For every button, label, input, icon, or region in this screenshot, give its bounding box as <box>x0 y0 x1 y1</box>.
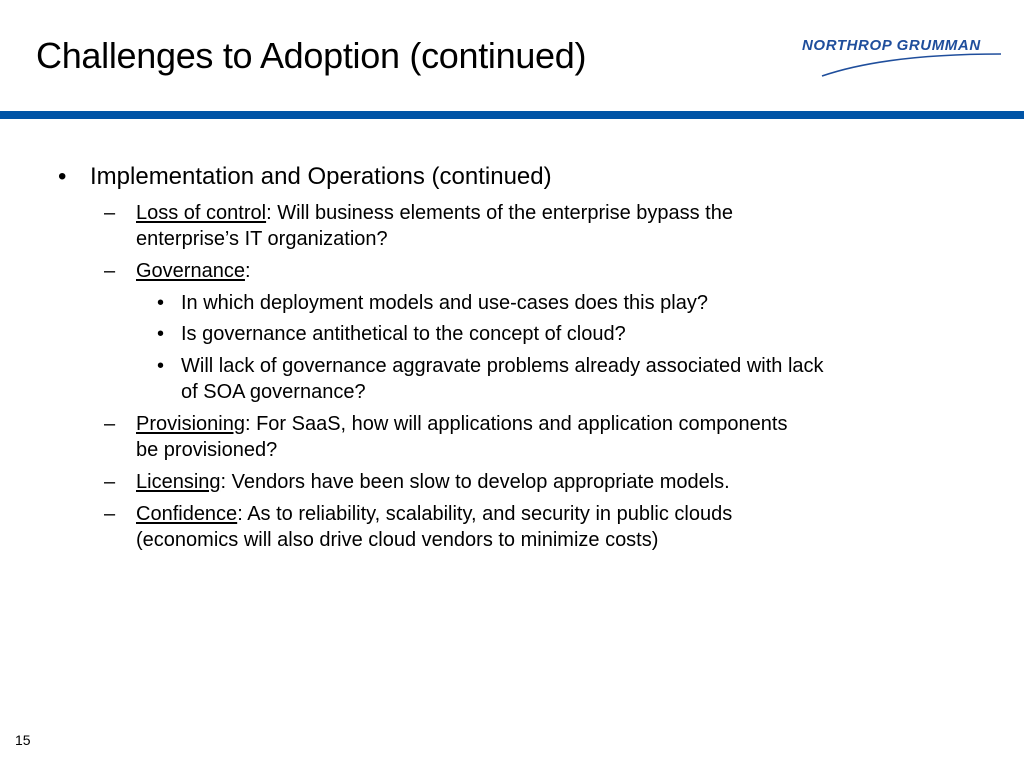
item-term: Licensing <box>136 471 221 493</box>
bullet-marker: • <box>58 163 67 190</box>
title-divider <box>0 111 1024 119</box>
subitem-text: Is governance antithetical to the concept of cloud? <box>181 323 626 345</box>
item-text: : As to reliability, scalability, and security in public clouds <box>237 503 733 525</box>
dash-marker: – <box>104 471 116 493</box>
subitem-text-continued: of SOA governance? <box>181 381 366 403</box>
item-governance <box>104 258 936 284</box>
item-licensing <box>104 469 936 495</box>
northrop-grumman-logo <box>796 36 1002 82</box>
item-term: Provisioning <box>136 413 245 435</box>
sub-bullet-marker: • <box>157 323 165 345</box>
subitem-soa-governance <box>157 353 971 405</box>
item-provisioning <box>104 411 936 463</box>
subitem-antithetical <box>157 321 971 347</box>
logo-swoosh-icon <box>796 36 1002 82</box>
dash-marker: – <box>104 503 116 525</box>
subitem-text: In which deployment models and use-cases does this play? <box>181 292 708 314</box>
page-number: 15 <box>15 732 31 748</box>
sub-bullet-marker: • <box>157 292 165 314</box>
item-text-continued: (economics will also drive cloud vendors to minimize costs) <box>136 529 659 551</box>
item-text: : Will business elements of the enterprise bypass the <box>266 202 733 224</box>
bullet-text: Implementation and Operations (continued) <box>90 163 552 190</box>
subitem-deployment-models <box>157 290 971 316</box>
item-loss-of-control <box>104 200 936 252</box>
item-text: : Vendors have been slow to develop appropriate models. <box>220 471 730 493</box>
dash-marker: – <box>104 202 116 224</box>
logo-wordmark: NORTHROP GRUMMAN <box>802 37 981 54</box>
item-text: : For SaaS, how will applications and application components <box>244 413 788 435</box>
item-text-continued: be provisioned? <box>136 439 278 461</box>
item-text: : <box>244 260 251 282</box>
sub-bullet-marker: • <box>157 355 165 377</box>
item-term: Loss of control <box>136 202 267 224</box>
page-title: Challenges to Adoption (continued) <box>36 35 587 76</box>
subitem-text: Will lack of governance aggravate problems already associated with lack <box>181 355 824 377</box>
bullet-implementation-operations <box>58 160 970 194</box>
item-term: Confidence <box>136 503 238 525</box>
item-confidence <box>104 501 936 553</box>
dash-marker: – <box>104 260 116 282</box>
item-term: Governance <box>136 260 245 282</box>
dash-marker: – <box>104 413 116 435</box>
item-text-continued: enterprise’s IT organization? <box>136 228 388 250</box>
